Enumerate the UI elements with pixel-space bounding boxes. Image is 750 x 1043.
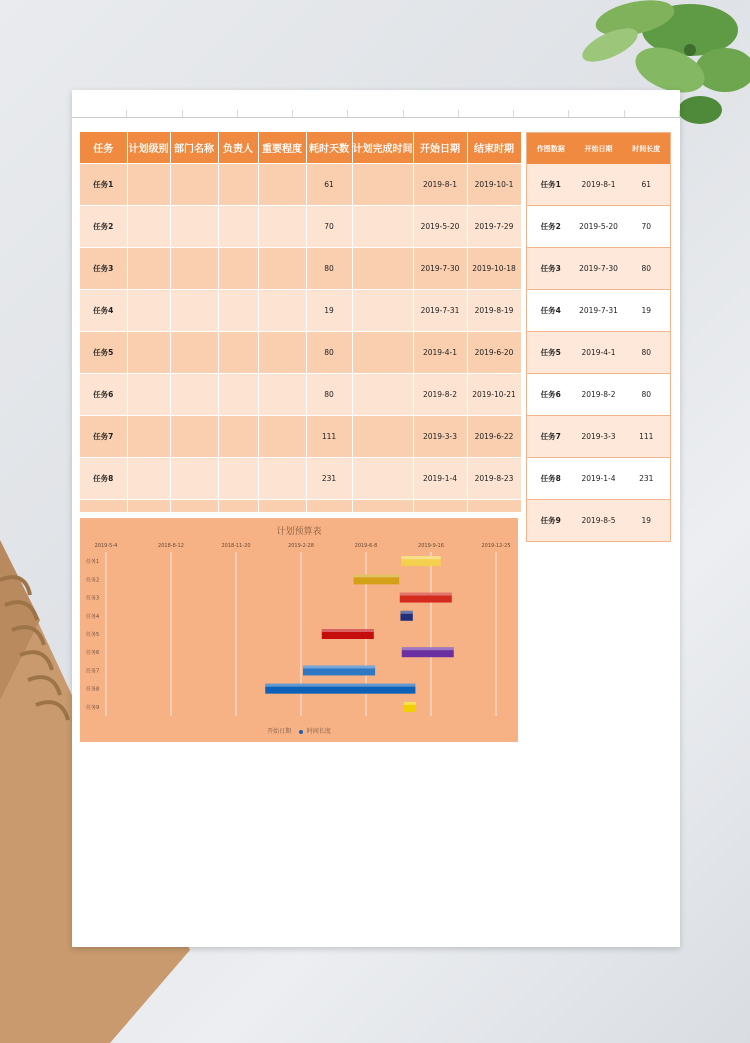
table-row xyxy=(80,164,521,206)
plan-finish-cell[interactable] xyxy=(352,458,413,500)
side-task-cell[interactable]: 任务1 xyxy=(527,164,575,206)
header-owner: 负责人 xyxy=(218,132,258,164)
task-cell[interactable]: 任务4 xyxy=(80,290,127,332)
end-date-cell[interactable]: 2019-8-19 xyxy=(467,290,521,332)
days-cell[interactable]: 111 xyxy=(306,416,352,458)
gantt-bar-highlight xyxy=(400,611,412,614)
side-task-cell[interactable]: 任务6 xyxy=(527,374,575,416)
table-header-row xyxy=(80,132,521,164)
gantt-bar-highlight xyxy=(265,684,415,687)
table-row xyxy=(80,458,521,500)
side-row xyxy=(527,164,671,206)
x-tick-label: 2019-9-16 xyxy=(418,543,444,549)
side-header-row xyxy=(527,133,671,165)
x-tick-label: 2019-5-4 xyxy=(94,543,118,549)
start-date-cell[interactable]: 2019-3-3 xyxy=(413,416,467,458)
owner-cell[interactable] xyxy=(218,290,258,332)
gantt-bar-highlight xyxy=(404,702,416,705)
x-tick-label: 2018-11-20 xyxy=(221,543,251,549)
plan-level-cell[interactable] xyxy=(127,416,170,458)
end-date-cell[interactable]: 2019-6-22 xyxy=(467,416,521,458)
side-row xyxy=(527,374,671,416)
importance-cell[interactable] xyxy=(258,458,306,500)
department-cell[interactable] xyxy=(170,416,218,458)
days-cell[interactable]: 80 xyxy=(306,332,352,374)
start-date-cell[interactable]: 2019-1-4 xyxy=(413,458,467,500)
side-start-cell[interactable]: 2019-7-31 xyxy=(575,290,623,332)
department-cell[interactable] xyxy=(170,374,218,416)
side-start-cell[interactable]: 2019-5-20 xyxy=(575,206,623,248)
task-plan-table xyxy=(80,132,522,513)
task-cell[interactable]: 任务1 xyxy=(80,164,127,206)
department-cell[interactable] xyxy=(170,332,218,374)
task-cell[interactable]: 任务8 xyxy=(80,458,127,500)
y-category-label: 任务7 xyxy=(86,668,100,675)
end-date-cell[interactable]: 2019-10-21 xyxy=(467,374,521,416)
end-date-cell[interactable]: 2019-7-29 xyxy=(467,206,521,248)
header-plan-finish: 计划完成时间 xyxy=(352,132,413,164)
plan-finish-cell[interactable] xyxy=(352,332,413,374)
gantt-bar-highlight xyxy=(303,665,375,668)
side-row xyxy=(527,458,671,500)
start-date-cell[interactable]: 2019-4-1 xyxy=(413,332,467,374)
side-start-cell[interactable]: 2019-7-30 xyxy=(575,248,623,290)
table-row xyxy=(80,206,521,248)
task-cell[interactable]: 任务3 xyxy=(80,248,127,290)
importance-cell[interactable] xyxy=(258,374,306,416)
side-length-cell[interactable]: 111 xyxy=(623,416,671,458)
x-tick-label: 2019-12-25 xyxy=(481,543,511,549)
side-length-cell[interactable]: 80 xyxy=(623,248,671,290)
side-task-cell[interactable]: 任务4 xyxy=(527,290,575,332)
side-row xyxy=(527,500,671,542)
plan-finish-cell[interactable] xyxy=(352,164,413,206)
days-cell[interactable]: 80 xyxy=(306,248,352,290)
table-row-partial xyxy=(80,500,521,513)
importance-cell[interactable] xyxy=(258,332,306,374)
table-row xyxy=(80,248,521,290)
side-task-cell[interactable]: 任务8 xyxy=(527,458,575,500)
side-start-cell[interactable]: 2019-8-5 xyxy=(575,500,623,542)
plan-level-cell[interactable] xyxy=(127,290,170,332)
gantt-chart-svg xyxy=(80,518,518,742)
end-date-cell[interactable]: 2019-6-20 xyxy=(467,332,521,374)
side-row xyxy=(527,290,671,332)
plan-level-cell[interactable] xyxy=(127,206,170,248)
legend-start-date: 开始日期 xyxy=(267,728,292,735)
end-date-cell[interactable]: 2019-10-18 xyxy=(467,248,521,290)
header-plan-level: 计划级别 xyxy=(127,132,170,164)
department-cell[interactable] xyxy=(170,290,218,332)
owner-cell[interactable] xyxy=(218,416,258,458)
side-length-cell[interactable]: 80 xyxy=(623,332,671,374)
side-length-cell[interactable]: 231 xyxy=(623,458,671,500)
plan-level-cell[interactable] xyxy=(127,248,170,290)
start-date-cell[interactable]: 2019-5-20 xyxy=(413,206,467,248)
plan-finish-cell[interactable] xyxy=(352,416,413,458)
side-start-cell[interactable]: 2019-8-2 xyxy=(575,374,623,416)
days-cell[interactable]: 231 xyxy=(306,458,352,500)
department-cell[interactable] xyxy=(170,248,218,290)
table-row xyxy=(80,374,521,416)
gantt-chart[interactable] xyxy=(80,518,518,742)
side-task-cell[interactable]: 任务5 xyxy=(527,332,575,374)
table-row xyxy=(80,332,521,374)
days-cell[interactable]: 61 xyxy=(306,164,352,206)
chart-legend xyxy=(80,726,518,735)
side-row xyxy=(527,206,671,248)
importance-cell[interactable] xyxy=(258,206,306,248)
task-cell[interactable]: 任务2 xyxy=(80,206,127,248)
gantt-bar-highlight xyxy=(354,574,400,577)
header-department: 部门名称 xyxy=(170,132,218,164)
owner-cell[interactable] xyxy=(218,374,258,416)
side-length-cell[interactable]: 19 xyxy=(623,290,671,332)
y-category-label: 任务2 xyxy=(86,577,100,584)
plan-level-cell[interactable] xyxy=(127,374,170,416)
owner-cell[interactable] xyxy=(218,206,258,248)
start-date-cell[interactable]: 2019-8-2 xyxy=(413,374,467,416)
plan-finish-cell[interactable] xyxy=(352,374,413,416)
start-date-cell[interactable]: 2019-8-1 xyxy=(413,164,467,206)
side-start-cell[interactable]: 2019-4-1 xyxy=(575,332,623,374)
importance-cell[interactable] xyxy=(258,164,306,206)
header-days: 耗时天数 xyxy=(306,132,352,164)
side-row xyxy=(527,248,671,290)
department-cell[interactable] xyxy=(170,164,218,206)
side-length-cell[interactable]: 80 xyxy=(623,374,671,416)
side-row xyxy=(527,332,671,374)
header-end-date: 结束时期 xyxy=(467,132,521,164)
chart-data-table xyxy=(526,132,671,542)
side-row xyxy=(527,416,671,458)
chart-title: 计划预算表 xyxy=(276,526,322,536)
days-cell[interactable]: 80 xyxy=(306,374,352,416)
plan-finish-cell[interactable] xyxy=(352,248,413,290)
gantt-bar-highlight xyxy=(402,647,454,650)
gantt-bar-highlight xyxy=(322,629,374,632)
side-start-cell[interactable]: 2019-8-1 xyxy=(575,164,623,206)
importance-cell[interactable] xyxy=(258,416,306,458)
column-ruler xyxy=(72,110,680,118)
task-cell[interactable]: 任务5 xyxy=(80,332,127,374)
owner-cell[interactable] xyxy=(218,332,258,374)
table-row xyxy=(80,416,521,458)
side-task-cell[interactable]: 任务3 xyxy=(527,248,575,290)
side-task-cell[interactable]: 任务9 xyxy=(527,500,575,542)
side-task-cell[interactable]: 任务2 xyxy=(527,206,575,248)
header-start-date: 开始日期 xyxy=(413,132,467,164)
side-start-cell[interactable]: 2019-1-4 xyxy=(575,458,623,500)
plan-level-cell[interactable] xyxy=(127,332,170,374)
side-length-cell[interactable]: 61 xyxy=(623,164,671,206)
task-cell[interactable]: 任务7 xyxy=(80,416,127,458)
table-row xyxy=(80,290,521,332)
side-task-cell[interactable]: 任务7 xyxy=(527,416,575,458)
plan-level-cell[interactable] xyxy=(127,458,170,500)
x-tick-label: 2018-8-12 xyxy=(158,543,184,549)
plan-level-cell[interactable] xyxy=(127,164,170,206)
header-importance: 重要程度 xyxy=(258,132,306,164)
y-category-label: 任务5 xyxy=(86,632,100,638)
y-category-label: 任务6 xyxy=(86,650,100,657)
y-category-label: 任务9 xyxy=(86,704,100,711)
days-cell[interactable]: 19 xyxy=(306,290,352,332)
department-cell[interactable] xyxy=(170,458,218,500)
end-date-cell[interactable]: 2019-10-1 xyxy=(467,164,521,206)
department-cell[interactable] xyxy=(170,206,218,248)
owner-cell[interactable] xyxy=(218,248,258,290)
importance-cell[interactable] xyxy=(258,290,306,332)
owner-cell[interactable] xyxy=(218,164,258,206)
importance-cell[interactable] xyxy=(258,248,306,290)
side-start-cell[interactable]: 2019-3-3 xyxy=(575,416,623,458)
owner-cell[interactable] xyxy=(218,458,258,500)
header-side-start: 开始日期 xyxy=(575,133,623,165)
gantt-bar-highlight xyxy=(400,593,452,596)
x-tick-label: 2019-2-28 xyxy=(288,543,314,549)
document-page xyxy=(72,90,680,947)
header-side-length: 时间长度 xyxy=(623,133,671,165)
header-task: 任务 xyxy=(80,132,127,164)
y-category-label: 任务8 xyxy=(86,686,100,693)
plan-finish-cell[interactable] xyxy=(352,206,413,248)
x-tick-label: 2019-6-8 xyxy=(354,543,378,549)
end-date-cell[interactable]: 2019-8-23 xyxy=(467,458,521,500)
task-cell[interactable]: 任务6 xyxy=(80,374,127,416)
legend-length-swatch xyxy=(299,730,303,734)
plan-finish-cell[interactable] xyxy=(352,290,413,332)
start-date-cell[interactable]: 2019-7-31 xyxy=(413,290,467,332)
y-category-label: 任务4 xyxy=(86,613,100,620)
start-date-cell[interactable]: 2019-7-30 xyxy=(413,248,467,290)
header-chart-data: 作图数据 xyxy=(527,133,575,165)
gantt-bar-highlight xyxy=(401,556,441,559)
legend-length: 时间长度 xyxy=(306,728,331,735)
days-cell[interactable]: 70 xyxy=(306,206,352,248)
y-category-label: 任务3 xyxy=(86,595,100,602)
side-length-cell[interactable]: 19 xyxy=(623,500,671,542)
y-category-label: 任务1 xyxy=(86,559,100,566)
side-length-cell[interactable]: 70 xyxy=(623,206,671,248)
